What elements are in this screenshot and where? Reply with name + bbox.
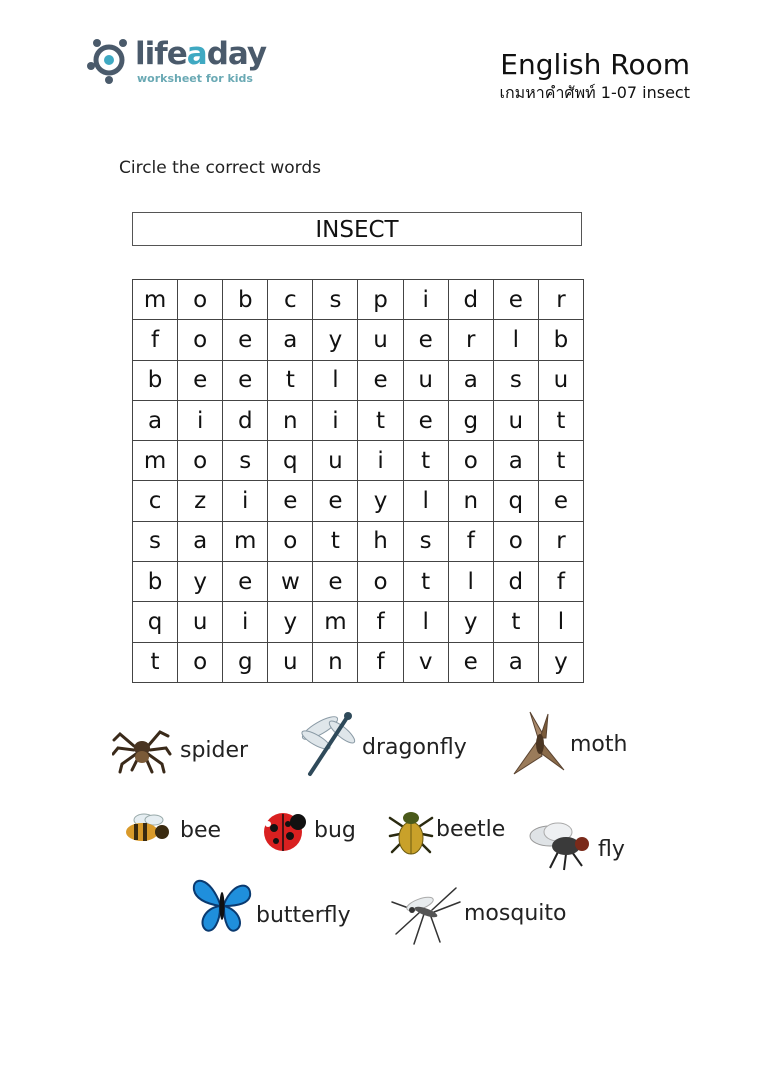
grid-cell[interactable]: o — [178, 280, 223, 320]
grid-cell[interactable]: q — [133, 602, 178, 642]
grid-cell[interactable]: m — [133, 280, 178, 320]
grid-cell[interactable]: s — [223, 441, 268, 481]
grid-cell[interactable]: s — [404, 522, 449, 562]
grid-cell[interactable]: e — [539, 481, 584, 521]
grid-cell[interactable]: y — [178, 562, 223, 602]
grid-cell[interactable]: t — [313, 522, 358, 562]
word-spider — [112, 724, 248, 776]
instruction-text: Circle the correct words — [119, 158, 322, 178]
grid-cell[interactable]: r — [539, 522, 584, 562]
grid-cell[interactable]: e — [404, 401, 449, 441]
grid-cell[interactable]: u — [404, 361, 449, 401]
grid-cell[interactable]: o — [178, 441, 223, 481]
dragonfly-icon — [298, 706, 360, 778]
grid-cell[interactable]: u — [268, 643, 313, 683]
grid-cell[interactable]: i — [223, 481, 268, 521]
word-label: bee — [180, 817, 222, 843]
grid-cell[interactable]: a — [268, 320, 313, 360]
grid-cell[interactable]: z — [178, 481, 223, 521]
word-search-grid — [132, 279, 584, 683]
mosquito-icon — [390, 882, 462, 948]
grid-cell[interactable]: d — [449, 280, 494, 320]
grid-cell[interactable]: f — [133, 320, 178, 360]
grid-cell[interactable]: a — [494, 441, 539, 481]
word-label: beetle — [436, 816, 506, 842]
grid-cell[interactable]: e — [268, 481, 313, 521]
grid-cell[interactable]: t — [404, 562, 449, 602]
grid-cell[interactable]: e — [494, 280, 539, 320]
ladybug-icon — [258, 806, 308, 854]
grid-cell[interactable]: u — [539, 361, 584, 401]
word-label: mosquito — [464, 900, 567, 926]
grid-cell[interactable]: a — [178, 522, 223, 562]
moth-icon — [508, 710, 570, 778]
grid-cell[interactable]: i — [358, 441, 403, 481]
word-mosquito — [390, 882, 566, 948]
grid-cell[interactable]: e — [358, 361, 403, 401]
logo-wordmark: lifeaday — [135, 36, 267, 72]
grid-cell[interactable]: t — [539, 401, 584, 441]
grid-cell[interactable]: o — [358, 562, 403, 602]
grid-cell[interactable]: b — [539, 320, 584, 360]
grid-cell[interactable]: a — [449, 361, 494, 401]
grid-cell[interactable]: t — [268, 361, 313, 401]
word-label: fly — [598, 836, 625, 862]
word-fly — [528, 818, 625, 874]
grid-cell[interactable]: f — [358, 643, 403, 683]
grid-cell[interactable]: l — [404, 602, 449, 642]
grid-cell[interactable]: e — [313, 562, 358, 602]
grid-cell[interactable]: b — [133, 562, 178, 602]
grid-cell[interactable]: l — [313, 361, 358, 401]
word-bug — [258, 806, 356, 854]
grid-cell[interactable]: m — [223, 522, 268, 562]
grid-cell[interactable]: i — [178, 401, 223, 441]
grid-cell[interactable]: e — [223, 320, 268, 360]
butterfly-icon — [190, 874, 254, 936]
grid-cell[interactable]: e — [404, 320, 449, 360]
grid-cell[interactable]: o — [178, 643, 223, 683]
spider-icon — [112, 724, 172, 776]
grid-cell[interactable]: p — [358, 280, 403, 320]
grid-cell[interactable]: y — [268, 602, 313, 642]
grid-cell[interactable]: d — [494, 562, 539, 602]
grid-cell[interactable]: b — [223, 280, 268, 320]
word-label: dragonfly — [362, 734, 467, 760]
grid-cell[interactable]: c — [268, 280, 313, 320]
word-label: butterfly — [256, 902, 351, 928]
word-moth — [508, 710, 627, 778]
grid-cell[interactable]: u — [358, 320, 403, 360]
grid-cell[interactable]: g — [223, 643, 268, 683]
grid-cell[interactable]: n — [449, 481, 494, 521]
fly-icon — [528, 818, 596, 874]
grid-cell[interactable]: a — [133, 401, 178, 441]
grid-cell[interactable]: s — [133, 522, 178, 562]
grid-cell[interactable]: o — [268, 522, 313, 562]
grid-cell[interactable]: m — [313, 602, 358, 642]
logo-mark-icon — [85, 34, 137, 86]
grid-cell[interactable]: s — [313, 280, 358, 320]
grid-cell[interactable]: u — [313, 441, 358, 481]
grid-cell[interactable]: t — [494, 602, 539, 642]
grid-cell[interactable]: o — [178, 320, 223, 360]
grid-cell[interactable]: e — [223, 562, 268, 602]
grid-cell[interactable]: o — [494, 522, 539, 562]
grid-cell[interactable]: t — [358, 401, 403, 441]
grid-cell[interactable]: f — [358, 602, 403, 642]
grid-cell[interactable]: y — [313, 320, 358, 360]
grid-cell[interactable]: r — [449, 320, 494, 360]
grid-cell[interactable]: e — [178, 361, 223, 401]
grid-cell[interactable]: f — [449, 522, 494, 562]
lifeaday-logo — [85, 34, 265, 90]
grid-cell[interactable]: t — [539, 441, 584, 481]
grid-cell[interactable]: n — [268, 401, 313, 441]
word-butterfly — [190, 874, 351, 936]
word-label: bug — [314, 817, 356, 843]
word-label: spider — [180, 737, 249, 763]
grid-cell[interactable]: c — [133, 481, 178, 521]
grid-cell[interactable]: l — [539, 602, 584, 642]
grid-cell[interactable]: d — [223, 401, 268, 441]
page-title: English Room — [500, 48, 690, 81]
grid-cell[interactable]: y — [449, 602, 494, 642]
word-bee — [116, 810, 221, 850]
bee-icon — [116, 810, 174, 850]
grid-cell[interactable]: g — [449, 401, 494, 441]
grid-cell[interactable]: t — [133, 643, 178, 683]
word-dragonfly — [298, 706, 467, 778]
grid-cell[interactable]: r — [539, 280, 584, 320]
grid-cell[interactable]: o — [449, 441, 494, 481]
puzzle-title: INSECT — [132, 212, 582, 246]
grid-cell[interactable]: e — [449, 643, 494, 683]
grid-cell[interactable]: h — [358, 522, 403, 562]
grid-cell[interactable]: m — [133, 441, 178, 481]
grid-cell[interactable]: t — [404, 441, 449, 481]
beetle-icon — [388, 804, 434, 860]
grid-cell[interactable]: q — [494, 481, 539, 521]
grid-cell[interactable]: q — [268, 441, 313, 481]
grid-cell[interactable]: u — [178, 602, 223, 642]
grid-cell[interactable]: e — [313, 481, 358, 521]
grid-cell[interactable]: y — [539, 643, 584, 683]
word-beetle — [388, 804, 505, 860]
logo-tagline: worksheet for kids — [137, 72, 253, 85]
grid-cell[interactable]: v — [404, 643, 449, 683]
grid-cell[interactable]: n — [313, 643, 358, 683]
grid-cell[interactable]: i — [404, 280, 449, 320]
grid-cell[interactable]: f — [539, 562, 584, 602]
grid-cell[interactable]: i — [223, 602, 268, 642]
grid-cell[interactable]: w — [268, 562, 313, 602]
grid-cell[interactable]: s — [494, 361, 539, 401]
grid-cell[interactable]: y — [358, 481, 403, 521]
grid-cell[interactable]: a — [494, 643, 539, 683]
grid-cell[interactable]: u — [494, 401, 539, 441]
grid-cell[interactable]: l — [404, 481, 449, 521]
grid-cell[interactable]: b — [133, 361, 178, 401]
grid-cell[interactable]: i — [313, 401, 358, 441]
grid-cell[interactable]: l — [449, 562, 494, 602]
word-label: moth — [570, 731, 628, 757]
grid-cell[interactable]: e — [223, 361, 268, 401]
page-subtitle: เกมหาคำศัพท์ 1-07 insect — [499, 83, 690, 102]
grid-cell[interactable]: l — [494, 320, 539, 360]
